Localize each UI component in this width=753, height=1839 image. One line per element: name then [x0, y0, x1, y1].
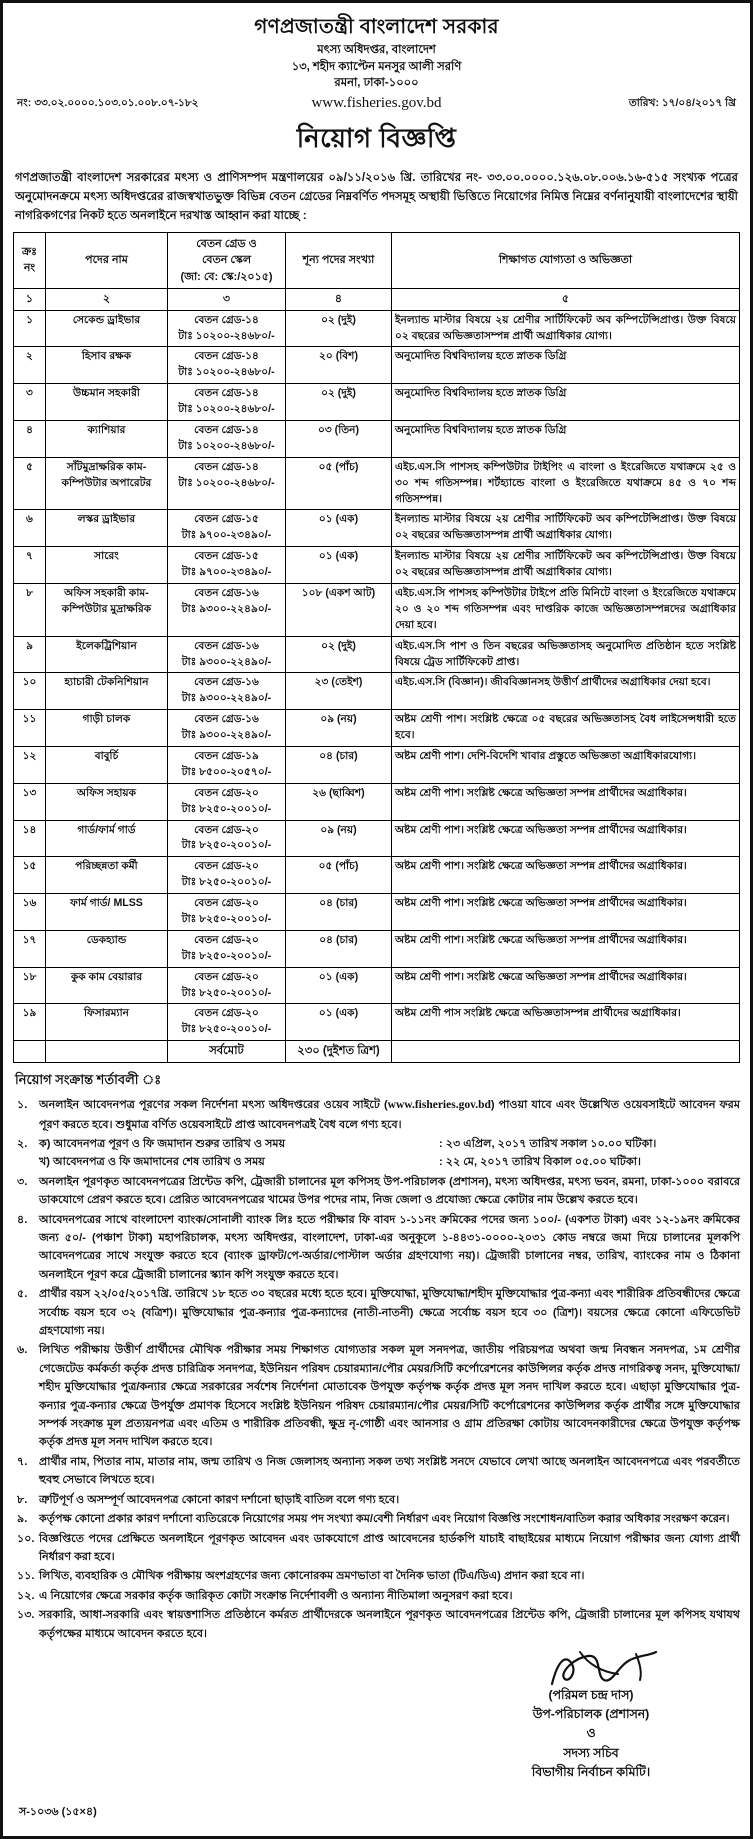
condition-text [39, 1135, 740, 1172]
cell-post-name: লস্কর ড্রাইভার [46, 510, 168, 547]
colnum-2: ২ [46, 289, 168, 311]
cell-vacancy-count: ০৩ (তিন) [286, 420, 392, 457]
condition-subitem-label: খ) আবেদনপত্র ও ফি জমাদানের শেষ তারিখ ও সময় [39, 1156, 265, 1169]
condition-item [13, 1587, 740, 1605]
cell-serial: ১৮ [14, 967, 46, 1004]
table-row [14, 857, 740, 894]
table-row [14, 310, 740, 347]
condition-number: ১৩. [17, 1609, 35, 1622]
cell-vacancy-count: ০২ (দুই) [286, 310, 392, 347]
cell-serial: ১০ [14, 673, 46, 710]
colnum-4: ৪ [286, 289, 392, 311]
cell-post-name: ফার্ম গার্ড/ MLSS [46, 894, 168, 931]
cell-post-name: অফিস সহকারী কাম-কম্পিউটার মুদ্রাক্ষরিক [46, 583, 168, 636]
intro-paragraph: গণপ্রজাতন্ত্রী বাংলাদেশ সরকারের মৎস্য ও প্রাণিসম্পদ মন্ত্রণালয়ের ০৯/১১/২০১৬ খ্রি. তারিখের নং- ৩৩.০০.০০০০.১২৬.০৮.০০৬.১৬-৫১৫ সংখ্যক পত্রের অনুমোদনক্রমে মৎস্য অধিদপ্তরের রাজস্বখাতভুক্ত বিভিন্ন বেতন গ্রেডের নিম্নবর্ণিত পদসমূহ অস্থায়ী ভিত্তিতে নিয়োগের নিমিত্ত নিম্নের বর্ণনানুযায়ী বাংলাদেশের স্থায়ী নাগরিকগণের নিকট হতে অনলাইনে দরখাস্ত আহ্বান করা যাচ্ছে : [15, 171, 738, 222]
cell-qualification: অষ্টম শ্রেণী পাশ। সংশ্লিষ্ট ক্ষেত্রে ০৫ বছরের অভিজ্ঞতাসহ বৈধ লাইসেন্সধারী হতে হবে। [392, 710, 740, 747]
cell-post-name: সারেং [46, 547, 168, 584]
cell-post-name: সেকেন্ড ড্রাইভার [46, 310, 168, 347]
table-row [14, 510, 740, 547]
cell-qualification: অষ্টম শ্রেণী পাশ। সংশ্লিষ্ট ক্ষেত্রে অভিজ্ঞতা সম্পন্ন প্রার্থীদের অগ্রাধিকার। [392, 894, 740, 931]
cell-post-name: উচ্চমান সহকারী [46, 384, 168, 421]
cell-qualification: ইনল্যান্ড মাস্টার বিষয়ে ২য় শ্রেণীর সার্টিফিকেট অব কম্পিটেন্সিপ্রাপ্ত। উক্ত বিষয়ে ০২ বছরের অভিজ্ঞতাসম্পন্ন প্রার্থী অগ্রাধিকার যোগ্য। [392, 547, 740, 584]
cell-pay-grade: বেতন গ্রেড-১৪ টাঃ ১০২০০-২৪৬৮০/- [168, 347, 286, 384]
cell-vacancy-count: ০৫ (পাঁচ) [286, 457, 392, 510]
cell-pay-grade: বেতন গ্রেড-২০ টাঃ ৮২৫০-২০০১০/- [168, 1004, 286, 1041]
cell-pay-grade: বেতন গ্রেড-১৬ টাঃ ৯৩০০-২২৪৯০/- [168, 710, 286, 747]
total-blank-qual [392, 1041, 740, 1063]
cell-serial: ১১ [14, 710, 46, 747]
condition-text: বিজ্ঞপ্তিতে পদের প্রেক্ষিতে অনলাইনে পূরণকৃত আবেদন এবং ডাকযোগে প্রাপ্ত আবেদনের হার্ডকপি যাচাই বাছাইয়ের মাধ্যমে নিয়োগ পরীক্ষার জন্য যোগ্য প্রার্থী নির্ধারণ করা হবে। [39, 1532, 740, 1563]
cell-qualification: অষ্টম শ্রেণী পাশ। সংশ্লিষ্ট ক্ষেত্রে অভিজ্ঞতা সম্পন্ন প্রার্থীদের অগ্রাধিকার। [392, 857, 740, 894]
colnum-5: ৫ [392, 289, 740, 311]
cell-pay-grade: বেতন গ্রেড-১৬ টাঃ ৯৩০০-২২৪৯০/- [168, 636, 286, 673]
table-row [14, 710, 740, 747]
cell-qualification: এইচ.এস.সি পাশ ও তিন বছরের অভিজ্ঞতাসহ অনুমোদিত প্রতিষ্ঠান হতে সংশ্লিষ্ট বিষয়ে ট্রেড সার্টিফিকেট প্রাপ্ত। [392, 636, 740, 673]
table-row [14, 457, 740, 510]
cell-serial: ৩ [14, 384, 46, 421]
condition-item [13, 1285, 740, 1340]
condition-text [39, 1096, 740, 1133]
condition-number: ৭. [17, 1455, 28, 1468]
cell-qualification: অষ্টম শ্রেণী পাশ। সংশ্লিষ্ট ক্ষেত্রে অভিজ্ঞতা সম্পন্ন প্রার্থীদের অগ্রাধিকার। [392, 930, 740, 967]
cell-serial: ১৩ [14, 783, 46, 820]
cell-qualification: অনুমোদিত বিশ্ববিদ্যালয় হতে স্নাতক ডিগ্রি [392, 347, 740, 384]
cell-pay-grade: বেতন গ্রেড-২০ টাঃ ৮২৫০-২০০১০/- [168, 930, 286, 967]
condition-text-part-a: অনলাইন আবেদনপত্র পূরণের সকল নির্দেশনা মৎস্য অধিদপ্তরের ওয়েব সাইটে ( [39, 1099, 388, 1112]
condition-text: ত্রুটিপূর্ণ ও অসম্পূর্ণ আবেদনপত্র কোনো কারণ দর্শানো ছাড়াই বাতিল বলে গণ্য হবে। [39, 1493, 400, 1506]
condition-item [13, 1173, 740, 1210]
conditions-title: নিয়োগ সংক্রান্ত শর্তাবলী ঃ [15, 1072, 162, 1088]
cell-qualification: ইনল্যান্ড মাস্টার বিষয়ে ২য় শ্রেণীর সার্টিফিকেট অব কম্পিটেন্সিপ্রাপ্ত। উক্ত বিষয়ে ০২ বছরের অভিজ্ঞতাসম্পন্ন প্রার্থী অগ্রাধিকার যোগ্য। [392, 310, 740, 347]
condition-number: ১২. [17, 1589, 35, 1602]
column-number-row [14, 289, 740, 311]
cell-serial: ১ [14, 310, 46, 347]
condition-number: ৮. [17, 1493, 28, 1506]
cell-post-name: হ্যাচারী টেকনিশিয়ান [46, 673, 168, 710]
cell-vacancy-count: ০১ (এক) [286, 1004, 392, 1041]
condition-number: ২. [17, 1137, 28, 1150]
signatory-conjunction: ও [586, 1726, 596, 1741]
cell-post-name: কুক কাম বেয়ারার [46, 967, 168, 1004]
condition-text: সরকারি, আধা-সরকারি এবং স্বায়ত্তশাসিত প্রতিষ্ঠানে কর্মরত প্রার্থীদেরকে অনলাইনে পূরণকৃত আবেদনপত্রের প্রিন্টেড কপি, ট্রেজারী চালানের মূল কপিসহ যথাযথ কর্তৃপক্ষের মাধ্যমে আবেদন করতে হবে। [39, 1609, 740, 1640]
cell-qualification: অনুমোদিত বিশ্ববিদ্যালয় হতে স্নাতক ডিগ্রি [392, 420, 740, 457]
condition-number: ৯. [17, 1513, 28, 1526]
memo-number: নং: ৩৩.০২.০০০০.১০৩.০১.০০৮.০৭-১৮২ [17, 97, 199, 110]
cell-qualification: অষ্টম শ্রেণী পাশ। সংশ্লিষ্ট ক্ষেত্রে অভিজ্ঞতা সম্পন্ন প্রার্থীদের অগ্রাধিকার। [392, 783, 740, 820]
vacancy-table [13, 232, 740, 1064]
cell-vacancy-count: ০২ (দুই) [286, 636, 392, 673]
website-url-inline[interactable]: www.fisheries.gov.bd [387, 1099, 491, 1112]
address-line-2: রমনা, ঢাকা-১০০০ [334, 77, 419, 90]
condition-text: প্রার্থীর নাম, পিতার নাম, মাতার নাম, জন্ম তারিখ ও নিজ জেলাসহ অন্যান্য সকল তথ্য সংশ্লিষ্ট সনদে যেভাবে লেখা আছে অনলাইন আবেদনপত্রে এবং পরবর্তীতে হুবহু সেভাবে লিখতে হবে। [39, 1455, 740, 1487]
cell-post-name: পরিচ্ছন্নতা কর্মী [46, 857, 168, 894]
header-vacancy-count: শূন্য পদের সংখ্যা [286, 232, 392, 289]
condition-number: ৫. [17, 1288, 28, 1301]
cell-post-name: অফিস সহায়ক [46, 783, 168, 820]
cell-qualification: অষ্টম শ্রেণী পাশ। দেশি-বিদেশি খাবার প্রস্তুতে অভিজ্ঞতা অগ্রাধিকারযোগ্য। [392, 746, 740, 783]
condition-subitem-value: : ২৩ এপ্রিল, ২০১৭ তারিখ সকাল ১০.০০ ঘটিকা। [439, 1137, 657, 1150]
conditions-list [13, 1096, 740, 1642]
header-serial [14, 232, 46, 289]
cell-vacancy-count: ০৯ (নয়) [286, 820, 392, 857]
cell-pay-grade: বেতন গ্রেড-১৬ টাঃ ৯৩০০-২২৪৯০/- [168, 583, 286, 636]
vacancy-table-body [14, 310, 740, 1041]
cell-serial: ১৫ [14, 857, 46, 894]
cell-pay-grade: বেতন গ্রেড-১৫ টাঃ ৯৭০০-২৩৪৯০/- [168, 510, 286, 547]
handwritten-signature-icon [466, 1654, 716, 1688]
cell-pay-grade: বেতন গ্রেড-২০ টাঃ ৮২৫০-২০০১০/- [168, 894, 286, 931]
cell-pay-grade: বেতন গ্রেড-২০ টাঃ ৮২৫০-২০০১০/- [168, 967, 286, 1004]
table-row [14, 347, 740, 384]
condition-item [13, 1211, 740, 1285]
cell-serial: ৮ [14, 583, 46, 636]
cell-post-name: হিসাব রক্ষক [46, 347, 168, 384]
header-pay-grade-line3: (জা: বে: স্কে:/২০১৫) [180, 270, 273, 283]
cell-post-name: সাঁটমুদ্রাক্ষরিক কাম-কম্পিউটার অপারেটর [46, 457, 168, 510]
condition-text: এ নিয়োগের ক্ষেত্রে সরকার কর্তৃক জারিকৃত কোটা সংক্রান্ত নির্দেশাবলী ও অন্যান্য নীতিমালা অনুসরণ করা হবে। [39, 1589, 513, 1602]
condition-number: ৪. [17, 1213, 28, 1226]
colnum-3: ৩ [168, 289, 286, 311]
website-url[interactable]: www.fisheries.gov.bd [311, 95, 442, 112]
cell-post-name: গার্ড/ফার্ম গার্ড [46, 820, 168, 857]
cell-qualification: অষ্টম শ্রেণী পাস সংশ্লিষ্ট ক্ষেত্রে অভিজ্ঞতাসম্পন্ন প্রার্থীদের অগ্রাধিকার। [392, 1004, 740, 1041]
table-row [14, 420, 740, 457]
signature-block [466, 1654, 716, 1782]
cell-pay-grade: বেতন গ্রেড-১৪ টাঃ ১০২০০-২৪৬৮০/- [168, 384, 286, 421]
condition-subitem-label: ক) আবেদনপত্র পূরণ ও ফি জমাদান শুরুর তারিখ ও সময় [39, 1137, 286, 1150]
cell-vacancy-count: ০৫ (পাঁচ) [286, 857, 392, 894]
table-row [14, 746, 740, 783]
signatory-name: (পরিমল চন্দ্র দাস) [548, 1687, 634, 1702]
cell-serial: ৬ [14, 510, 46, 547]
cell-vacancy-count: ০৪ (চার) [286, 894, 392, 931]
cell-pay-grade: বেতন গ্রেড-১৪ টাঃ ১০২০০-২৪৬৮০/- [168, 310, 286, 347]
colnum-1: ১ [14, 289, 46, 311]
cell-post-name: ফিসারম্যান [46, 1004, 168, 1041]
condition-text-part-b: ) পাওয়া যাবে এবং উল্লেখিত ওয়েবসাইটে আবেদন ফরম পূরণ করতে হবে। শুধুমাত্র বর্ণিত ওয়েবসাইটে প্রাপ্ত আবেদনপত্রই বৈধ বলে গণ্য হবে। [39, 1099, 740, 1131]
table-row [14, 1004, 740, 1041]
condition-number: ১. [17, 1099, 28, 1112]
table-row [14, 894, 740, 931]
cell-vacancy-count: ০১ (এক) [286, 510, 392, 547]
condition-item [13, 1453, 740, 1490]
cell-post-name: ক্যাশিয়ার [46, 420, 168, 457]
cell-serial: ৫ [14, 457, 46, 510]
cell-pay-grade: বেতন গ্রেড-১৪ টাঃ ১০২০০-২৪৬৮০/- [168, 420, 286, 457]
cell-serial: ১৬ [14, 894, 46, 931]
signatory-designation: উপ-পরিচালক (প্রশাসন) [532, 1707, 650, 1722]
cell-vacancy-count: ০৪ (চার) [286, 746, 392, 783]
table-row [14, 783, 740, 820]
cell-post-name: ডেকহ্যান্ড [46, 930, 168, 967]
total-blank-post [46, 1041, 168, 1063]
table-row [14, 636, 740, 673]
condition-item [13, 1135, 740, 1172]
condition-number: ৬. [17, 1344, 28, 1357]
condition-text: কর্তৃপক্ষ কোনো প্রকার কারণ দর্শানো ব্যতিরেকে নিয়োগের সময় পদ সংখ্যা কম/বেশী নির্ধারণ এবং নিয়োগ বিজ্ঞপ্তি সংশোধন/বাতিল করার অধিকার সংরক্ষণ করেন। [39, 1513, 730, 1526]
cell-qualification: ইনল্যান্ড মাস্টার বিষয়ে ২য় শ্রেণীর সার্টিফিকেট অব কম্পিটেন্সিপ্রাপ্ত। উক্ত বিষয়ে ০২ বছরের অভিজ্ঞতাসম্পন্ন প্রার্থী অগ্রাধিকার যোগ্য। [392, 510, 740, 547]
cell-vacancy-count: ০১ (এক) [286, 547, 392, 584]
condition-number: ৩. [17, 1175, 28, 1188]
header-pay-grade-line2: বেতন স্কেল [201, 254, 252, 267]
page-title: নিয়োগ বিজ্ঞপ্তি [296, 123, 457, 154]
cell-serial: ১৪ [14, 820, 46, 857]
condition-text: লিখিত, ব্যবহারিক ও মৌখিক পরীক্ষায় অংশগ্রহণের জন্য কোনোরকম ভ্রমণভাতা বা দৈনিক ভাতা (টিএ/ডিএ) প্রদান করা হবে না। [39, 1570, 585, 1583]
memo-row [13, 96, 740, 112]
cell-pay-grade: বেতন গ্রেড-২০ টাঃ ৮২৫০-২০০১০/- [168, 857, 286, 894]
table-header-row [14, 232, 740, 289]
cell-vacancy-count: ০৪ (চার) [286, 930, 392, 967]
condition-item [13, 1491, 740, 1509]
cell-pay-grade: বেতন গ্রেড-১৯ টাঃ ৮৫০০-২০৫৭০/- [168, 746, 286, 783]
header-pay-grade [168, 232, 286, 289]
cell-post-name: গাড়ী চালক [46, 710, 168, 747]
cell-vacancy-count: ০২ (দুই) [286, 384, 392, 421]
signatory-committee: বিভাগীয় নির্বাচন কমিটি। [531, 1764, 651, 1779]
cell-vacancy-count: ১০৮ (একশ আট) [286, 583, 392, 636]
table-row [14, 583, 740, 636]
header-pay-grade-line1: বেতন গ্রেড ও [196, 237, 257, 250]
cell-qualification: এইচ.এস.সি (বিজ্ঞান)। জীববিজ্ঞানসহ উত্তীর্ণ প্রার্থীদের অগ্রাধিকার দেয়া হবে। [392, 673, 740, 710]
cell-serial: ১৭ [14, 930, 46, 967]
cell-serial: ৪ [14, 420, 46, 457]
cell-serial: ১৯ [14, 1004, 46, 1041]
total-blank-serial [14, 1041, 46, 1063]
condition-item [13, 1510, 740, 1528]
cell-serial: ৭ [14, 547, 46, 584]
condition-item [13, 1096, 740, 1133]
condition-item [13, 1606, 740, 1643]
total-label: সর্বমোট [168, 1041, 286, 1063]
table-row [14, 673, 740, 710]
address-line-1: ১৩, শহীদ ক্যাপ্টেন মনসুর আলী সরণি [291, 60, 462, 73]
condition-item [13, 1567, 740, 1585]
condition-text: প্রার্থীর বয়স ২২/০৫/২০১৭খ্রি. তারিখে ১৮ হতে ৩০ বছরের মধ্যে হতে হবে। মুক্তিযোদ্ধা, মুক্তিযোদ্ধা/শহীদ মুক্তিযোদ্ধার পুত্র-কন্যা এবং শারীরিক প্রতিবন্ধীদের ক্ষেত্রে সর্বোচ্চ বয়স হবে ৩২ (বত্রিশ)। মুক্তিযোদ্ধার পুত্র-কন্যার পুত্র-কন্যাদের (নাতী-নাতনী) ক্ষেত্রে সর্বোচ্চ বয়স হবে ৩০ (ত্রিশ)। বয়সের ক্ষেত্রে কোনো এফিডেভিট গ্রহণযোগ্য নয়। [39, 1288, 740, 1338]
cell-serial: ২ [14, 347, 46, 384]
cell-vacancy-count: ০৯ (নয়) [286, 710, 392, 747]
cell-qualification: অষ্টম শ্রেণী পাশ। সংশ্লিষ্ট ক্ষেত্রে অভিজ্ঞতা সম্পন্ন প্রার্থীদের অগ্রাধিকার। [392, 820, 740, 857]
table-row [14, 967, 740, 1004]
condition-number: ১১. [17, 1570, 35, 1583]
cell-qualification: এইচ.এস.সি পাশসহ কম্পিউটার টাইপে প্রতি মিনিটে বাংলা ও ইংরেজিতে যথাক্রমে ২০ ও ২০ শব্দ গতিসম্পন্ন এবং দাপ্তরিক কাজে অভিজ্ঞতাসম্পন্নদের অগ্রাধিকার দেয়া হবে। [392, 583, 740, 636]
cell-vacancy-count: ০১ (এক) [286, 967, 392, 1004]
cell-post-name: ইলেকট্রিশিয়ান [46, 636, 168, 673]
condition-subitem-value: : ২২ মে, ২০১৭ তারিখ বিকাল ০৫.০০ ঘটিকা। [439, 1156, 641, 1169]
total-value: ২৩০ (দুইশত ত্রিশ) [286, 1041, 392, 1063]
cell-qualification: অনুমোদিত বিশ্ববিদ্যালয় হতে স্নাতক ডিগ্রি [392, 384, 740, 421]
table-row [14, 384, 740, 421]
cell-qualification: এইচ.এস.সি পাশসহ কম্পিউটার টাইপিং এ বাংলা ও ইংরেজিতে যথাক্রমে ২৫ ও ৩০ শব্দ গতিসম্পন্ন। শর্টহ্যান্ডে বাংলা ও ইংরেজিতে যথাক্রমে ৪৫ ও ৭০ শব্দ গতিসম্পন্ন। [392, 457, 740, 510]
government-title: গণপ্রজাতন্ত্রী বাংলাদেশ সরকার [254, 16, 499, 38]
signatory-role: সদস্য সচিব [563, 1745, 619, 1760]
cell-serial: ৯ [14, 636, 46, 673]
cell-pay-grade: বেতন গ্রেড-১৪ টাঃ ১০২০০-২৪৬৮০/- [168, 457, 286, 510]
header-serial-line1: ক্রঃ [21, 245, 38, 258]
cell-vacancy-count: ২৩ (তেইশ) [286, 673, 392, 710]
footer-reference: স-১০৩৬ (১৫×৪) [19, 1806, 97, 1818]
memo-date: তারিখ: ১৭/০৪/২০১৭ খ্রি [628, 97, 736, 110]
cell-serial: ১২ [14, 746, 46, 783]
condition-item [13, 1530, 740, 1567]
condition-subitem [39, 1135, 740, 1153]
condition-item [13, 1341, 740, 1451]
header-post-name: পদের নাম [46, 232, 168, 289]
condition-text: লিখিত পরীক্ষায় উত্তীর্ণ প্রার্থীদের মৌখিক পরীক্ষার সময় শিক্ষাগত যোগ্যতার সকল মূল সনদপত্র, জাতীয় পরিচয়পত্র অথবা জন্ম নিবন্ধন সনদপত্র, ১ম শ্রেণীর গেজেটেড কর্মকর্তা কর্তৃক প্রদত্ত চারিত্রিক সনদপত্র, ইউনিয়ন পরিষদ চেয়ারম্যান/পৌর মেয়র/সিটি কর্পোরেশনের কাউন্সিলর কর্তৃক প্রদত্ত নাগরিকত্ব সনদ, মুক্তিযোদ্ধা/শহীদ মুক্তিযোদ্ধার পুত্র/কন্যার ক্ষেত্রে সরকারের সর্বশেষ নির্দেশনা মোতাবেক উপযুক্ত কর্তৃপক্ষ কর্তৃক প্রদত্ত মূল সনদ দাখিল করতে হবে। এছাড়া মুক্তিযোদ্ধার পুত্র-কন্যার পুত্র-কন্যার ক্ষেত্রে উপর্যুক্ত প্রমাণক হিসেবে সংশ্লিষ্ট ইউনিয়ন পরিষদ চেয়ারম্যান/পৌর মেয়র/সিটি কর্পোরেশনের কাউন্সিলর কর্তৃক প্রার্থীর সঙ্গে মুক্তিযোদ্ধার সম্পর্ক সংক্রান্ত মূল প্রত্যয়নপত্র এবং এতিম ও শারীরিক প্রতিবন্ধী, ক্ষুদ্র নৃ-গোষ্ঠী এবং আনসার ও গ্রাম প্রতিরক্ষা কোটায় আবেদনকারীদের ক্ষেত্রে উপযুক্ত কর্তৃপক্ষ কর্তৃক প্রদত্ত মূল সনদ দাখিল করতে হবে। [39, 1344, 740, 1449]
cell-pay-grade: বেতন গ্রেড-২০ টাঃ ৮২৫০-২০০১০/- [168, 783, 286, 820]
department-name: মৎস্য অধিদপ্তর, বাংলাদেশ [317, 44, 436, 56]
cell-pay-grade: বেতন গ্রেড-১৫ টাঃ ৯৭০০-২৩৪৯০/- [168, 547, 286, 584]
cell-pay-grade: বেতন গ্রেড-১৬ টাঃ ৯৩০০-২২৪৯০/- [168, 673, 286, 710]
cell-vacancy-count: ২৬ (ছাব্বিশ) [286, 783, 392, 820]
cell-post-name: বাবুর্চি [46, 746, 168, 783]
cell-qualification: অষ্টম শ্রেণী পাশ। সংশ্লিষ্ট ক্ষেত্রে অভিজ্ঞতা সম্পন্ন প্রার্থীদের অগ্রাধিকার। [392, 967, 740, 1004]
table-row [14, 820, 740, 857]
cell-vacancy-count: ২০ (বিশ) [286, 347, 392, 384]
condition-text: অনলাইন পূরণকৃত আবেদনপত্রের প্রিন্টেড কপি, ট্রেজারী চালানের মূল কপিসহ উপ-পরিচালক (প্রশাসন), মৎস্য অধিদপ্তর, মৎস্য ভবন, রমনা, ঢাকা-১০০০ বরাবরে ডাকযোগে প্রেরণ করতে হবে। প্রেরিত আবেদনপত্রের খামের উপর পদের নাম, নিজ জেলা ও প্রযোজ্য ক্ষেত্রে কোটার নাম উল্লেখ করতে হবে। [39, 1175, 740, 1207]
condition-subitem [39, 1153, 740, 1171]
cell-pay-grade: বেতন গ্রেড-২০ টাঃ ৮২৫০-২০০১০/- [168, 820, 286, 857]
total-row [14, 1041, 740, 1063]
table-row [14, 547, 740, 584]
header-qualification: শিক্ষাগত যোগ্যতা ও অভিজ্ঞতা [392, 232, 740, 289]
table-row [14, 930, 740, 967]
header-serial-line2: নং [23, 262, 36, 275]
condition-text: আবেদনপত্রের সাথে বাংলাদেশ ব্যাংক/সোনালী ব্যাংক লিঃ হতে পরীক্ষার ফি বাবদ ১-১১নং ক্রমিকের পদের জন্য ১০০/- (একশত টাকা) এবং ১২-১৯নং ক্রমিকের জন্য ৫০/- (পঞ্চাশ টাকা) মহাপরিচালক, মৎস্য অধিদপ্তর, বাংলাদেশ, ঢাকা-এর অনুকূলে ১-৪৪৩১-০০০০-২০৩১ কোড নম্বরে জমা দিয়ে চালানের মূলকপি আবেদনপত্রের সাথে সংযুক্ত করতে হবে (ব্যাংক ড্রাফট/পে-অর্ডার/পোস্টাল অর্ডার গ্রহণযোগ্য নয়)। ট্রেজারী চালানের নম্বর, তারিখ, ব্যাংকের নাম ও ঠিকানা অনলাইনে পূরণ করে ট্রেজারী চালানের স্ক্যান কপি সংযুক্ত করতে হবে। [39, 1213, 740, 1281]
condition-number: ১০. [17, 1532, 35, 1545]
